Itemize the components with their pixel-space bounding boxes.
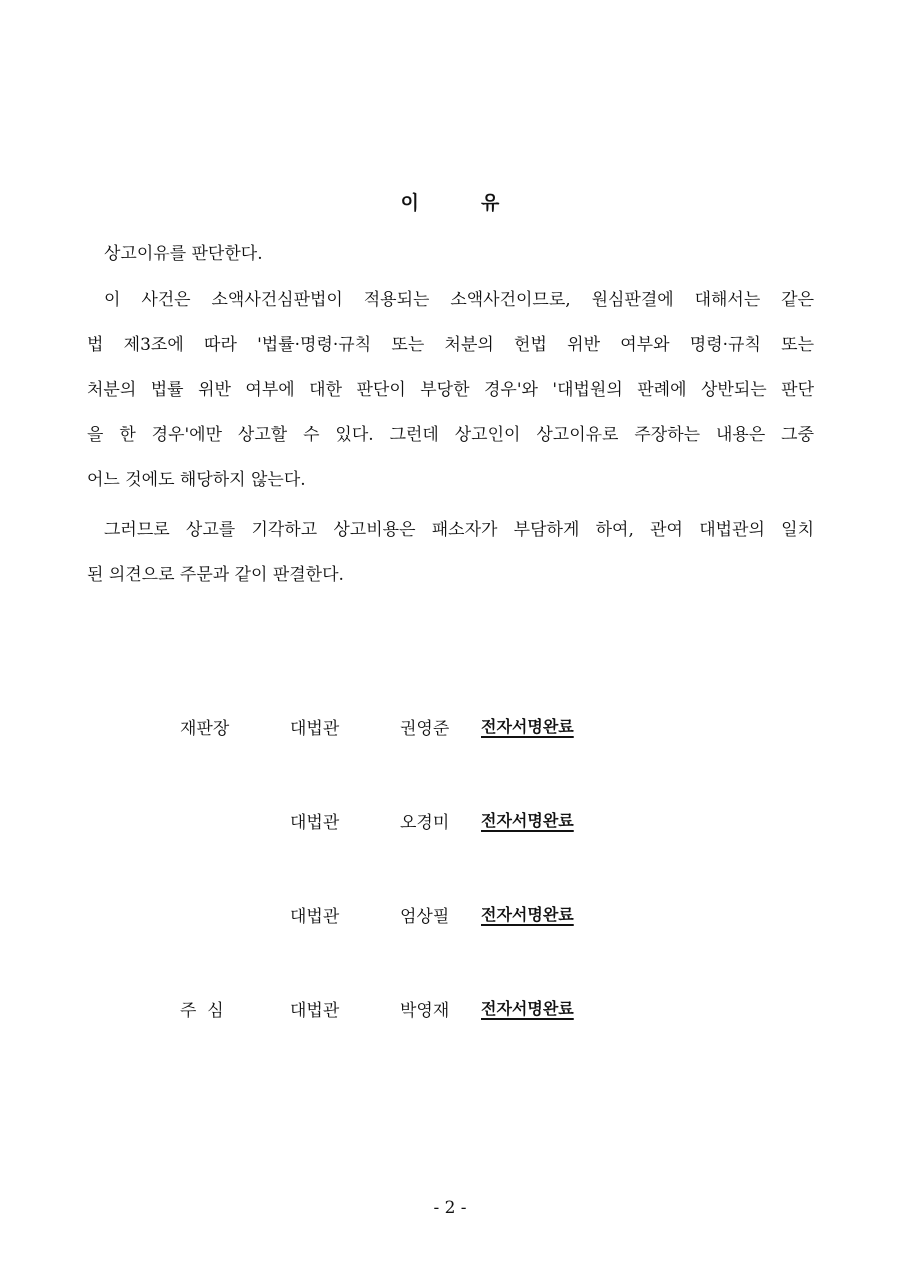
paragraph-intro <box>87 232 814 277</box>
paragraph-line: 처분의 법률 위반 여부에 대한 판단이 부당한 경우'와 '대법원의 판례에 상반되는 판단 <box>87 380 814 400</box>
paragraph-line: 법 제3조에 따라 '법률·명령·규칙 또는 처분의 헌법 위반 여부와 명령·규칙 또는 <box>87 335 814 355</box>
signature-name: 오경미 <box>400 813 450 833</box>
signature-role: 주 심 <box>180 1001 224 1021</box>
e-signature-status: 전자서명완료 <box>481 717 574 736</box>
paragraph-conclusion <box>87 508 814 598</box>
signature-row-presiding <box>0 714 900 744</box>
section-title <box>0 188 900 215</box>
signature-rank: 대법관 <box>290 1001 340 1021</box>
paragraph-reasoning <box>87 278 814 503</box>
paragraph-line: 된 의견으로 주문과 같이 판결한다. <box>87 565 344 585</box>
signature-name: 박영재 <box>400 1001 450 1021</box>
signature-name: 엄상필 <box>400 907 450 927</box>
signature-rank: 대법관 <box>290 719 340 739</box>
page-number: - 2 - <box>433 1198 467 1218</box>
paragraph-line: 상고이유를 판단한다. <box>104 244 263 264</box>
signature-rank: 대법관 <box>290 907 340 927</box>
paragraph-line: 이 사건은 소액사건심판법이 적용되는 소액사건이므로, 원심판결에 대해서는 같은 <box>104 290 814 310</box>
signature-row-justice <box>0 902 900 932</box>
signature-row-lead <box>0 996 900 1026</box>
paragraph-line: 그러므로 상고를 기각하고 상고비용은 패소자가 부담하게 하여, 관여 대법관의 일치 <box>104 520 814 540</box>
e-signature-status: 전자서명완료 <box>481 905 574 924</box>
e-signature-status: 전자서명완료 <box>481 999 574 1018</box>
signature-row-justice <box>0 808 900 838</box>
title-char-2: 유 <box>481 192 500 214</box>
signature-name: 권영준 <box>400 719 450 739</box>
paragraph-line: 어느 것에도 해당하지 않는다. <box>87 470 306 490</box>
signature-role: 재판장 <box>180 719 230 739</box>
signature-rank: 대법관 <box>290 813 340 833</box>
e-signature-status: 전자서명완료 <box>481 811 574 830</box>
title-char-1: 이 <box>400 192 419 214</box>
paragraph-line: 을 한 경우'에만 상고할 수 있다. 그런데 상고인이 상고이유로 주장하는 내용은 그중 <box>87 425 814 445</box>
